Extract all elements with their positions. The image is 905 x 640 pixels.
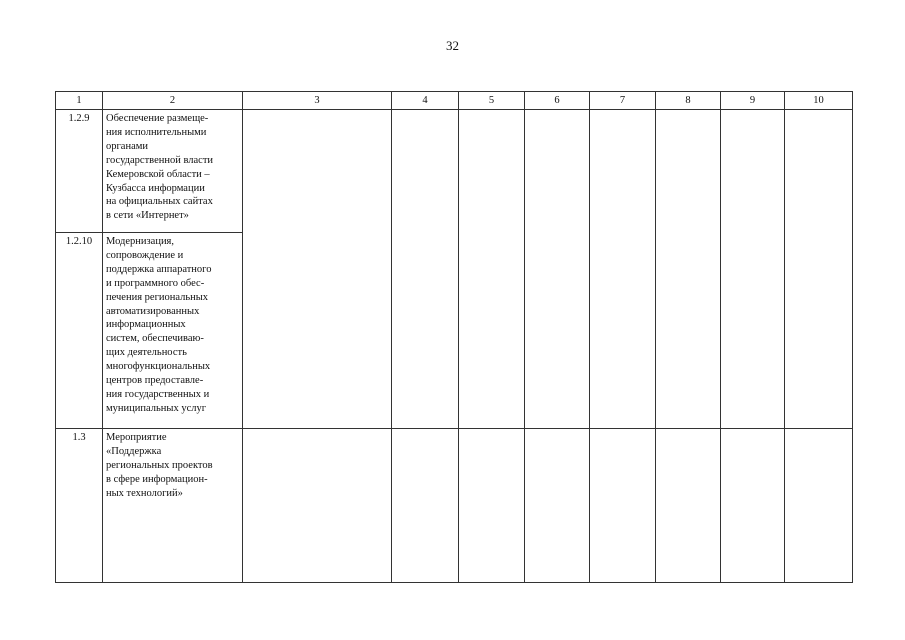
empty-cell-col8: [656, 429, 721, 583]
header-cell-10: 10: [785, 92, 853, 110]
empty-cell-col5: [459, 110, 525, 429]
row-number: 1.2.9: [56, 110, 103, 233]
row-number: 1.3: [56, 429, 103, 583]
row-description-text: Обеспечение размеще- ния исполнительными органами государственной власти Кемеровской области – Кузбасса информации на официальных сайтах в сети «Интернет»: [106, 113, 214, 222]
measures-table: [55, 91, 853, 583]
empty-cell-col4: [392, 429, 459, 583]
header-cell-7: 7: [590, 92, 656, 110]
header-cell-6: 6: [525, 92, 590, 110]
empty-cell-col3: [243, 429, 392, 583]
empty-cell-col9: [721, 429, 785, 583]
empty-cell-col10: [785, 110, 853, 429]
row-description-text: Мероприятие «Поддержка региональных проектов в сфере информацион- ных технологий»: [106, 432, 213, 499]
header-cell-3: 3: [243, 92, 392, 110]
header-cell-4: 4: [392, 92, 459, 110]
empty-cell-col10: [785, 429, 853, 583]
header-cell-1: 1: [56, 92, 103, 110]
empty-cell-col7: [590, 110, 656, 429]
header-cell-2: 2: [103, 92, 243, 110]
empty-cell-col7: [590, 429, 656, 583]
empty-cell-col3: [243, 110, 392, 429]
header-row: [56, 92, 853, 110]
empty-cell-col6: [525, 429, 590, 583]
row-description-text: Модернизация, сопровождение и поддержка аппаратного и программного обес- печения региональных автоматизированных информационных систем, обеспечиваю- щих деятельность многофункциональных центров предоставле- ния государственных и муниципальных услуг: [106, 236, 212, 414]
empty-cell-col9: [721, 110, 785, 429]
header-cell-9: 9: [721, 92, 785, 110]
table-row: [56, 110, 853, 233]
header-cell-5: 5: [459, 92, 525, 110]
row-description: [103, 429, 243, 583]
header-cell-8: 8: [656, 92, 721, 110]
table-row: [56, 429, 853, 583]
empty-cell-col8: [656, 110, 721, 429]
empty-cell-col4: [392, 110, 459, 429]
empty-cell-col5: [459, 429, 525, 583]
row-number: 1.2.10: [56, 233, 103, 429]
row-description: [103, 233, 243, 429]
page-number: 32: [446, 38, 459, 53]
row-description: [103, 110, 243, 233]
empty-cell-col6: [525, 110, 590, 429]
